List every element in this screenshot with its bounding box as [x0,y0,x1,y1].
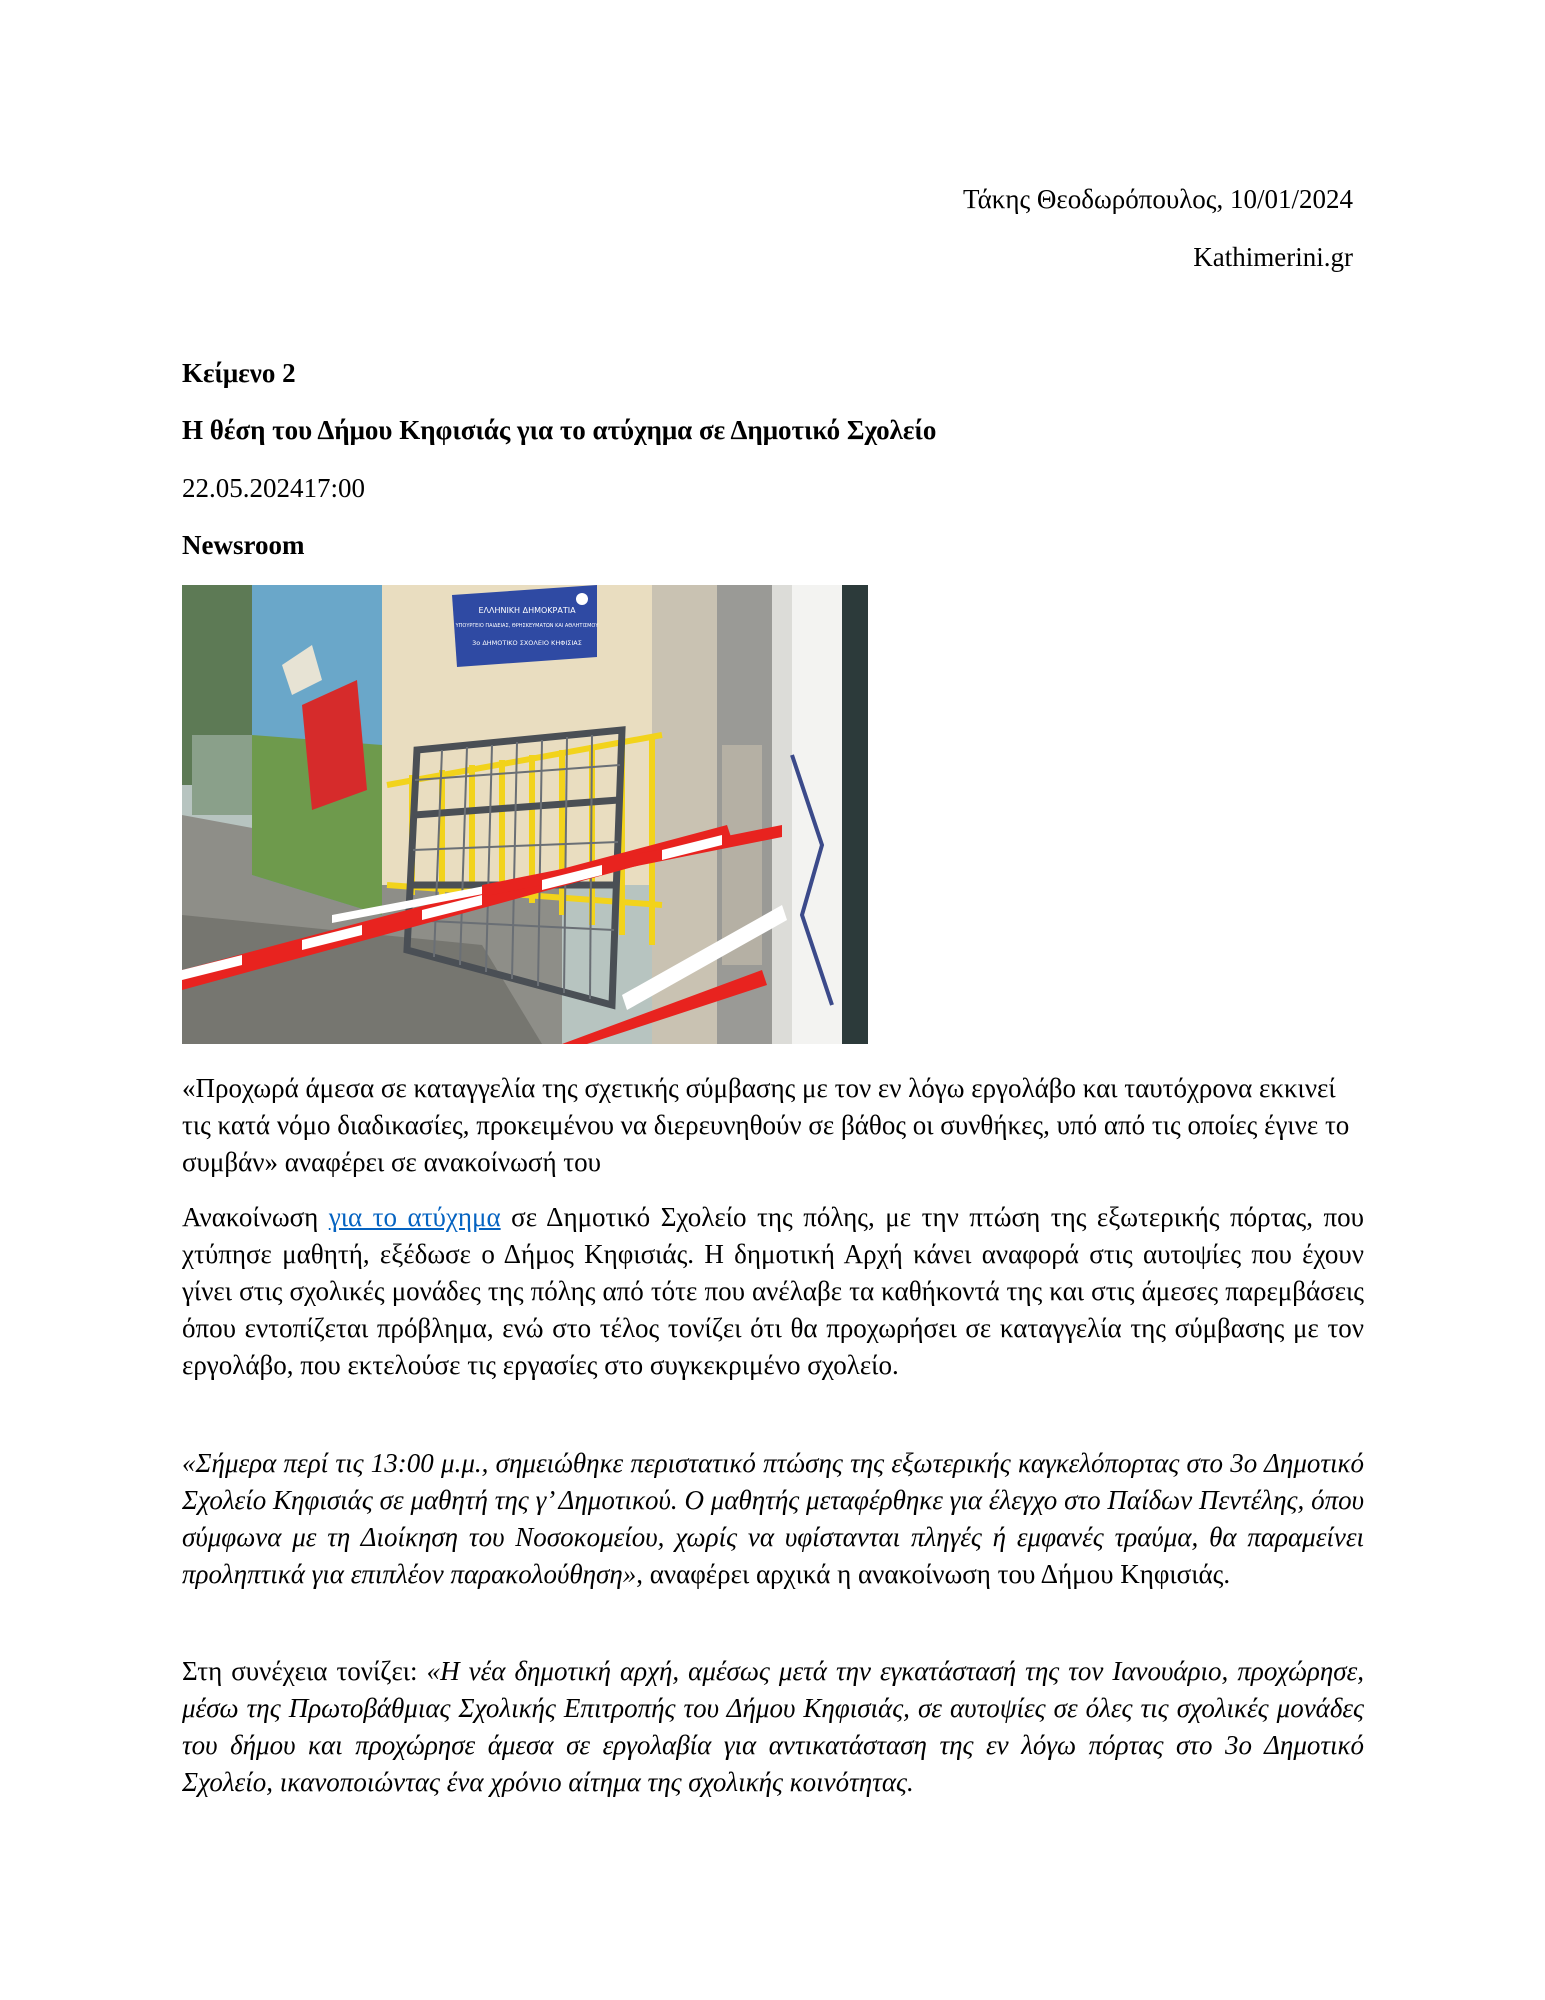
article-label: Κείμενο 2 [182,358,296,388]
paragraph-3 [182,1445,1364,1593]
sign-line-3: 3ο ΔΗΜΟΤΙΚΟ ΣΧΟΛΕΙΟ ΚΗΦΙΣΙΑΣ [472,639,582,647]
paragraph-4 [182,1653,1364,1801]
article-photo [182,585,868,1044]
author-date: Τάκης Θεοδωρόπουλος, 10/01/2024 [962,184,1353,214]
sign-line-2: ΥΠΟΥΡΓΕΙΟ ΠΑΙΔΕΙΑΣ, ΘΡΗΣΚΕΥΜΑΤΩΝ ΚΑΙ ΑΘΛΗΤΙΣΜΟΥ [455,623,599,629]
article-byline: Newsroom [182,530,305,560]
school-gate-illustration [182,585,868,1044]
paragraph-2 [182,1199,1364,1384]
paragraph-3-rest: , αναφέρει αρχικά η ανακοίνωση του Δήμου Κηφισιάς. [636,1559,1231,1589]
article-datetime: 22.05.202417:00 [182,473,366,503]
article-title: Η θέση του Δήμου Κηφισιάς για το ατύχημα σε Δημοτικό Σχολείο [182,415,937,445]
paragraph-4-quote: «Η νέα δημοτική αρχή, αμέσως μετά την εγκατάστασή της τον Ιανουάριο, προχώρησε, μέσω της Πρωτοβάθμιας Σχολικής Επιτροπής του Δήμου Κηφισιάς, σε αυτοψίες σε όλες τις σχολικές μονάδες του δήμου και προχώρησε άμεσα σε εργολαβία για αντικατάσταση της εν λόγω πόρτας στο 3ο Δημοτικό Σχολείο, ικανοποιώντας ένα χρόνιο αίτημα της σχολικής κοινότητας. [182,1656,1364,1797]
paragraph-1: «Προχωρά άμεσα σε καταγγελία της σχετικής σύμβασης με τον εν λόγω εργολάβο και ταυτόχρονα εκκινεί τις κατά νόμο διαδικασίες, προκειμένου να διερευνηθούν σε βάθος οι συνθήκες, υπό από τις οποίες έγινε το συμβάν» αναφέρει σε ανακοίνωσή του [182,1073,1350,1177]
sign-line-1: ΕΛΛΗΝΙΚΗ ΔΗΜΟΚΡΑΤΙΑ [478,606,576,615]
source-name: Kathimerini.gr [1193,242,1353,272]
school-sign [452,585,599,667]
paragraph-2-start: Ανακοίνωση [182,1202,329,1232]
paragraph-4-start: Στη συνέχεια τονίζει: [182,1656,427,1686]
paragraph-3-quote: «Σήμερα περί τις 13:00 μ.μ., σημειώθηκε περιστατικό πτώσης της εξωτερικής καγκελόπορτας στο 3ο Δημοτικό Σχολείο Κηφισιάς σε μαθητή της γ’ Δημοτικού. Ο μαθητής μεταφέρθηκε για έλεγχο στο Παίδων Πεντέλης, όπου σύμφωνα με τη Διοίκηση του Νοσοκομείου, χωρίς να υφίστανται πληγές ή εμφανές τραύμα, θα παραμείνει προληπτικά για επιπλέον παρακολούθηση» [182,1448,1364,1589]
paragraph-2-rest: σε Δημοτικό Σχολείο της πόλης, με την πτώση της εξωτερικής πόρτας, που χτύπησε μαθητή, εξέδωσε ο Δήμος Κηφισιάς. Η δημοτική Αρχή κάνει αναφορά στις αυτοψίες που έχουν γίνει στις σχολικές μονάδες της πόλης από τότε που ανέλαβε τα καθήκοντά της και στις άμεσες παρεμβάσεις όπου εντοπίζεται πρόβλημα, ενώ στο τέλος τονίζει ότι θα προχωρήσει σε καταγγελία της σύμβασης με τον εργολάβο, που εκτελούσε τις εργασίες στο συγκεκριμένο σχολείο. [182,1202,1365,1380]
accident-link[interactable]: για το ατύχημα [328,1202,501,1232]
